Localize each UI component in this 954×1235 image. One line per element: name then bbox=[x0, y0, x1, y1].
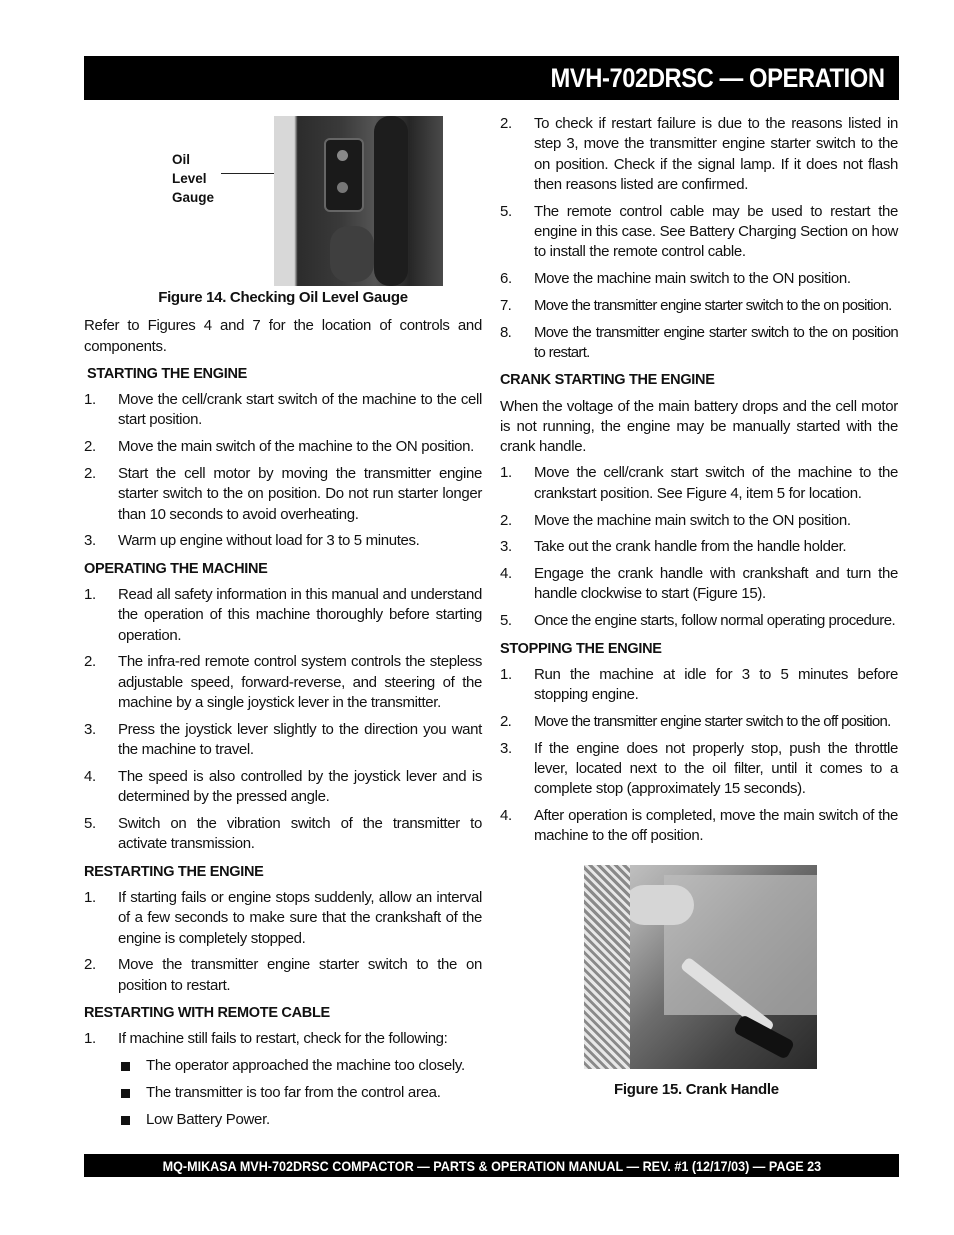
intro-paragraph: Refer to Figures 4 and 7 for the location of controls and components. bbox=[84, 317, 482, 355]
list-item: 4. Engage the crank handle with crankshaft and turn the handle clockwise to start (Figure 15). bbox=[500, 565, 898, 603]
callout-line: Level bbox=[172, 171, 207, 186]
callout-line: Oil bbox=[172, 152, 191, 167]
list-item: 1. If starting fails or engine stops suddenly, allow an interval of a few seconds to make sure that the crankshaft of the engine is completely stopped. bbox=[84, 888, 482, 947]
oil-gauge-photo bbox=[274, 116, 443, 286]
list-item: 1. If machine still fails to restart, check for the following: bbox=[84, 1030, 448, 1048]
list-item: 2. Move the transmitter engine starter switch to the off position. bbox=[500, 712, 891, 730]
figure-14 bbox=[84, 112, 482, 286]
operating-steps bbox=[84, 585, 482, 855]
remote-cable-steps-continued bbox=[500, 114, 898, 363]
left-column bbox=[84, 112, 482, 1136]
list-item: 5. The remote control cable may be used to restart the engine in this case. See Battery Charging Section on how to install the remote control cable. bbox=[500, 202, 898, 261]
list-item: 1. Move the cell/crank start switch of the machine to the cell start position. bbox=[84, 391, 482, 429]
list-item: 2. To check if restart failure is due to the reasons listed in step 3, move the transmitter engine starter switch to the on position. Check if the signal lamp. If it does not flash then reasons listed are confirmed. bbox=[500, 115, 898, 193]
heading-stopping: STOPPING THE ENGINE bbox=[500, 640, 662, 657]
crank-handle-photo bbox=[584, 865, 817, 1069]
oil-gauge-callout bbox=[172, 150, 214, 207]
list-item: 5. Switch on the vibration switch of the transmitter to activate transmission. bbox=[84, 815, 482, 853]
footer-text: MQ-MIKASA MVH-702DRSC COMPACTOR — PARTS & OPERATION MANUAL — REV. #1 (12/17/03) — PAGE 23 bbox=[162, 1157, 821, 1174]
list-item: 2. Move the main switch of the machine to the ON position. bbox=[84, 438, 474, 456]
figure-15-caption: Figure 15. Crank Handle bbox=[614, 1080, 779, 1098]
right-column bbox=[500, 114, 898, 1115]
list-item: 2. Move the machine main switch to the ON position. bbox=[500, 511, 851, 529]
bullet-item: The operator approached the machine too closely. bbox=[84, 1056, 482, 1076]
heading-restarting: RESTARTING THE ENGINE bbox=[84, 863, 264, 880]
list-item: 4. The speed is also controlled by the joystick lever and is determined by the pressed angle. bbox=[84, 767, 482, 806]
list-item: 3. Take out the crank handle from the handle holder. bbox=[500, 538, 847, 556]
heading-operating: OPERATING THE MACHINE bbox=[84, 560, 268, 577]
list-item: 2. Start the cell motor by moving the transmitter engine starter switch to the on position. Do not run starter longer than 10 seconds to avoid overheating. bbox=[84, 465, 482, 523]
list-item: 1. Run the machine at idle for 3 to 5 minutes before stopping engine. bbox=[500, 665, 898, 704]
restarting-steps bbox=[84, 888, 482, 996]
heading-crank: CRANK STARTING THE ENGINE bbox=[500, 372, 715, 389]
list-item: 5. Once the engine starts, follow normal operating procedure. bbox=[500, 612, 896, 630]
figure-15 bbox=[500, 865, 898, 1115]
crank-intro: When the voltage of the main battery drops and the cell motor is not running, the engine may be manually started with the crank handle. bbox=[500, 397, 898, 456]
list-item: 3. If the engine does not properly stop, push the throttle lever, located next to the oil filter, until it comes to a complete stop (approximately 15 seconds). bbox=[500, 739, 898, 798]
square-bullet-icon bbox=[121, 1116, 130, 1125]
callout-line: Gauge bbox=[172, 190, 215, 205]
page-footer bbox=[84, 1154, 899, 1177]
bullet-item: Low Battery Power. bbox=[84, 1110, 482, 1130]
bullet-item: The transmitter is too far from the control area. bbox=[84, 1083, 482, 1103]
starting-steps bbox=[84, 390, 482, 552]
list-item: 1. Move the cell/crank start switch of the machine to the crankstart position. See Figure 4, item 5 for location. bbox=[500, 464, 898, 502]
list-item: 6. Move the machine main switch to the ON position. bbox=[500, 270, 851, 288]
remote-cable-steps bbox=[84, 1029, 482, 1049]
square-bullet-icon bbox=[121, 1062, 130, 1071]
crank-steps bbox=[500, 463, 898, 631]
remote-cable-bullets bbox=[84, 1056, 482, 1130]
list-item: 1. Read all safety information in this manual and understand the operation of this machine thoroughly before starting operation. bbox=[84, 586, 482, 644]
list-item: 7. Move the transmitter engine starter switch to the on position. bbox=[500, 296, 892, 314]
list-item: 3. Warm up engine without load for 3 to 5 minutes. bbox=[84, 532, 420, 550]
heading-remote-cable: RESTARTING WITH REMOTE CABLE bbox=[84, 1004, 330, 1021]
figure-14-caption: Figure 14. Checking Oil Level Gauge bbox=[158, 289, 408, 306]
heading-starting: STARTING THE ENGINE bbox=[87, 365, 247, 382]
list-item: 4. After operation is completed, move the main switch of the machine to the off position. bbox=[500, 807, 898, 845]
page-title: MVH-702DRSC — OPERATION bbox=[550, 62, 885, 93]
list-item: 3. Press the joystick lever slightly to the direction you want the machine to travel. bbox=[84, 720, 482, 759]
list-item: 2. Move the transmitter engine starter switch to the on position to restart. bbox=[84, 956, 482, 994]
page-header bbox=[84, 56, 899, 100]
stopping-steps bbox=[500, 665, 898, 847]
list-item: 2. The infra-red remote control system controls the stepless adjustable speed, forward-reverse, and steering of the machine by a single joystick lever in the transmitter. bbox=[84, 653, 482, 712]
square-bullet-icon bbox=[121, 1089, 130, 1098]
list-item: 8. Move the transmitter engine starter switch to the on position to restart. bbox=[500, 323, 898, 361]
